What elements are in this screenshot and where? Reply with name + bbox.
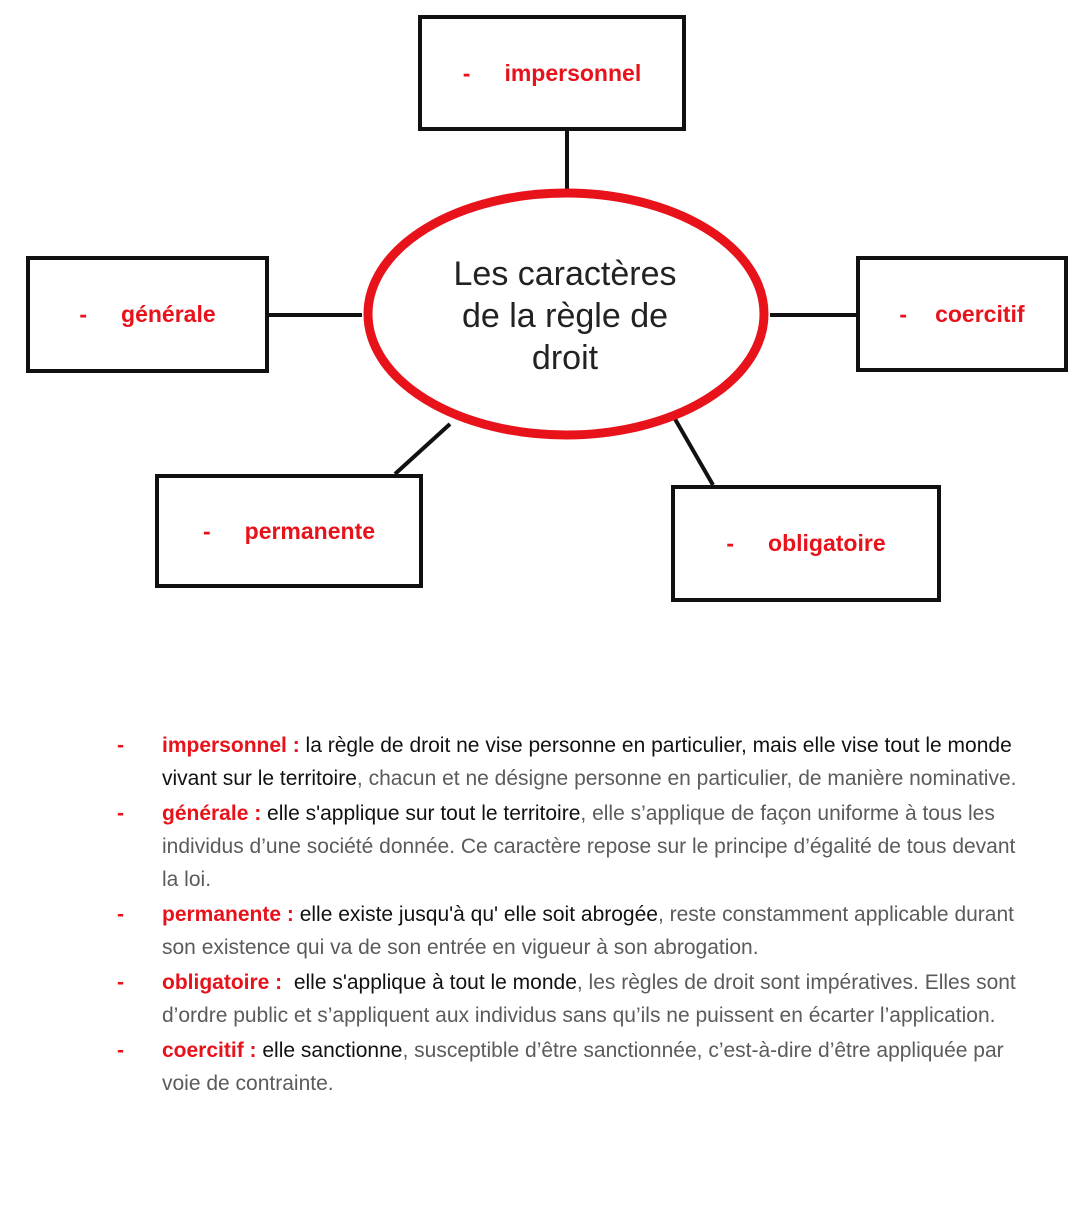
box-impersonnel	[418, 15, 686, 131]
box-impersonnel-label: impersonnel	[504, 59, 642, 86]
center-title	[400, 250, 730, 382]
definition-impersonnel	[112, 729, 1032, 795]
box-coercitif-label: coercitif	[935, 300, 1025, 327]
definition-coercitif	[112, 1034, 1032, 1100]
connector-obligatoire	[675, 419, 713, 485]
center-title-line-2: de la règle de	[461, 297, 669, 335]
box-obligatoire-label: obligatoire	[768, 530, 886, 556]
definition-main-text: la règle de droit ne vise personne en particulier, mais elle vise tout le monde vivant sur le territoire	[162, 734, 1012, 790]
bullet-dash: -	[117, 903, 124, 926]
definition-extra-text: , elle s’applique de façon uniforme à tous les individus d’une société donnée. Ce caractère repose sur le principe d’égalité de tous devant la loi.	[162, 802, 1016, 891]
bullet-dash: -	[117, 802, 124, 825]
box-permanente-dash: -	[202, 517, 211, 544]
center-title-line-3: droit	[531, 339, 599, 377]
definition-extra-text: , susceptible d’être sanctionnée, c’est-à-dire d’être appliquée par voie de contrainte.	[162, 1039, 1004, 1095]
bullet-dash: -	[117, 1039, 124, 1062]
center-title-line-1: Les caractères	[453, 255, 677, 293]
bullet-dash: -	[117, 971, 124, 994]
definitions-list	[112, 729, 1032, 1102]
definition-main-text: elle sanctionne	[256, 1039, 403, 1062]
definition-generale	[112, 797, 1032, 896]
box-obligatoire-dash: -	[726, 530, 735, 556]
box-coercitif-dash: -	[899, 300, 908, 327]
definition-main-text: elle s'applique à tout le monde	[282, 971, 577, 994]
definition-main-text: elle s'applique sur tout le territoire	[261, 802, 581, 825]
box-impersonnel-dash: -	[462, 59, 471, 86]
definition-term: permanente :	[162, 903, 294, 926]
connector-permanente	[395, 424, 450, 474]
box-coercitif	[856, 256, 1068, 372]
box-generale-label: générale	[121, 301, 216, 327]
box-generale	[26, 256, 269, 373]
definition-term: coercitif :	[162, 1039, 257, 1062]
definition-main-text: elle existe jusqu'à qu' elle soit abrogée	[293, 903, 658, 926]
definition-extra-text: , les règles de droit sont impératives. Elles sont d’ordre public et s’appliquent aux individus sans qu’ils ne puissent en écarter l’application.	[162, 971, 1016, 1027]
definition-extra-text: , reste constamment applicable durant son existence qui va de son entrée en vigueur à son abrogation.	[162, 903, 1014, 959]
definition-term: obligatoire :	[162, 971, 283, 994]
definition-extra-text: , chacun et ne désigne personne en particulier, de manière nominative.	[356, 767, 1017, 790]
definition-permanente	[112, 898, 1032, 964]
box-obligatoire	[671, 485, 941, 602]
definition-term: générale :	[162, 802, 262, 825]
box-permanente-label: permanente	[244, 517, 376, 544]
definition-obligatoire	[112, 966, 1032, 1032]
bullet-dash: -	[117, 734, 124, 757]
box-permanente	[155, 474, 423, 588]
definition-term: impersonnel :	[162, 734, 300, 757]
box-generale-dash: -	[79, 301, 88, 327]
